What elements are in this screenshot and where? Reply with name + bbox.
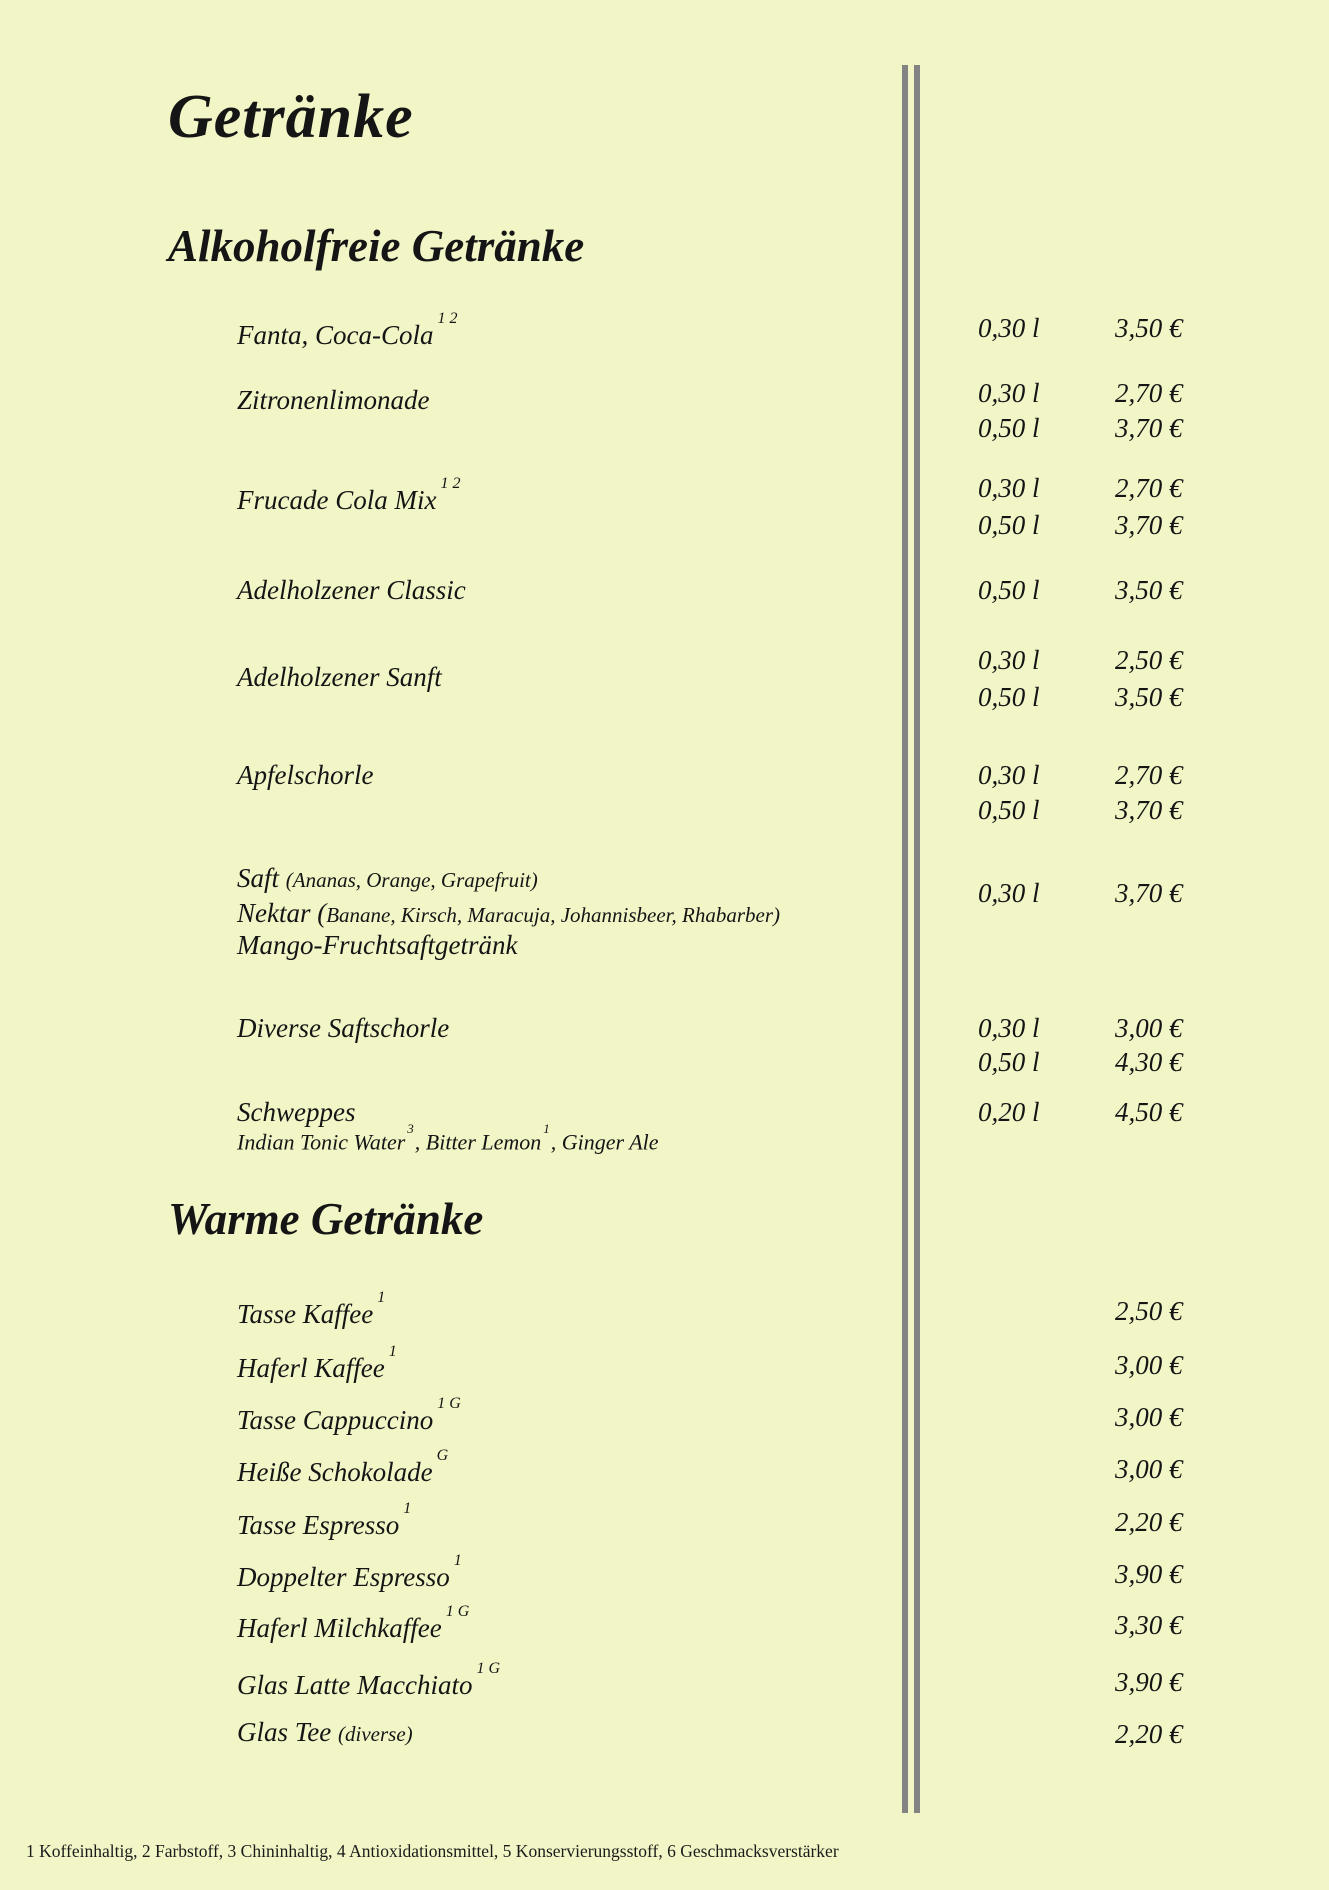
price-cell: 2,70 € [1115, 378, 1183, 408]
price-cell: 3,90 € [1115, 1667, 1183, 1697]
size-cell: 0,50 l [978, 1047, 1040, 1077]
vertical-divider [902, 65, 920, 1813]
size-cell: 0,30 l [978, 313, 1040, 343]
item-name: Heiße Schokolade [237, 1457, 433, 1487]
variant-name: Indian Tonic Water [237, 1129, 406, 1155]
item-variants: (diverse) [338, 1722, 413, 1746]
variant-name: , Bitter Lemon [414, 1129, 542, 1155]
item-name: Adelholzener Classic [237, 575, 466, 605]
menu-item-tasse-cappuccino [237, 1395, 461, 1437]
item-variants: (Ananas, Orange, Grapefruit) [285, 868, 538, 892]
item-name: Nektar ( [237, 898, 327, 928]
price-cell: 3,50 € [1115, 575, 1183, 605]
size-cell: 0,50 l [978, 575, 1040, 605]
divider-line-right [914, 65, 920, 1813]
price-cell: 3,00 € [1115, 1454, 1183, 1484]
item-footnote-marker: 1 [543, 1121, 550, 1136]
page-title: Getränke [168, 83, 414, 151]
section-heading-warme: Warme Getränke [168, 1194, 484, 1244]
size-cell: 0,30 l [978, 473, 1040, 503]
menu-item-frucade [237, 475, 461, 517]
menu-item-heisse-schokolade [237, 1447, 449, 1489]
price-cell: 2,50 € [1115, 1296, 1183, 1326]
size-cell: 0,30 l [978, 760, 1040, 790]
menu-item-saft [237, 861, 538, 897]
size-cell: 0,20 l [978, 1097, 1040, 1127]
section-heading-alkoholfreie: Alkoholfreie Getränke [168, 221, 585, 271]
menu-item-tasse-espresso [237, 1500, 412, 1542]
price-cell: 3,70 € [1115, 878, 1183, 908]
menu-item-nektar [237, 896, 780, 932]
size-cell: 0,30 l [978, 378, 1040, 408]
item-footnote-marker: 1 G [476, 1660, 501, 1677]
item-name: Mango-Fruchtsaftgetränk [237, 930, 518, 960]
size-cell: 0,30 l [978, 878, 1040, 908]
price-cell: 4,50 € [1115, 1097, 1183, 1127]
menu-item-tasse-kaffee [237, 1289, 386, 1331]
item-variants: Banane, Kirsch, Maracuja, Johannisbeer, Rhabarber) [326, 903, 781, 927]
size-cell: 0,50 l [978, 795, 1040, 825]
item-name: Doppelter Espresso [237, 1562, 450, 1592]
item-footnote-marker: 1 2 [437, 310, 458, 327]
item-name: Saft [237, 863, 286, 893]
item-name: Tasse Cappuccino [237, 1405, 434, 1435]
item-name: Glas Tee [237, 1717, 339, 1747]
item-name: Schweppes [237, 1097, 356, 1127]
item-name: Frucade Cola Mix [237, 485, 437, 515]
price-cell: 3,70 € [1115, 413, 1183, 443]
menu-item-fanta [237, 310, 458, 352]
item-footnote-marker: 1 G [445, 1603, 470, 1620]
menu-item-haferl-kaffee [237, 1343, 397, 1385]
price-cell: 2,20 € [1115, 1719, 1183, 1749]
price-cell: 3,90 € [1115, 1559, 1183, 1589]
price-cell: 2,70 € [1115, 473, 1183, 503]
item-name: Tasse Espresso [237, 1510, 400, 1540]
item-name: Adelholzener Sanft [237, 662, 442, 692]
item-footnote-marker: G [436, 1447, 449, 1464]
menu-item-schweppes-varieties [237, 1123, 659, 1155]
item-name: Diverse Saftschorle [237, 1013, 450, 1043]
menu-item-adelholzener-classic [237, 573, 466, 607]
item-name: Haferl Kaffee [237, 1353, 385, 1383]
price-cell: 3,70 € [1115, 510, 1183, 540]
variant-name: , Ginger Ale [550, 1129, 659, 1155]
size-cell: 0,50 l [978, 682, 1040, 712]
size-cell: 0,50 l [978, 413, 1040, 443]
size-cell: 0,50 l [978, 510, 1040, 540]
item-name: Fanta, Coca-Cola [237, 320, 434, 350]
price-cell: 2,20 € [1115, 1507, 1183, 1537]
menu-item-adelholzener-sanft [237, 660, 442, 694]
menu-item-mango-fruchtsaftgetraenk [237, 928, 517, 962]
price-cell: 4,30 € [1115, 1047, 1183, 1077]
price-cell: 3,50 € [1115, 313, 1183, 343]
price-cell: 2,70 € [1115, 760, 1183, 790]
price-cell: 3,00 € [1115, 1013, 1183, 1043]
item-footnote-marker: 3 [407, 1121, 414, 1136]
item-footnote-marker: 1 [453, 1552, 462, 1569]
price-cell: 3,00 € [1115, 1350, 1183, 1380]
menu-item-zitronenlimonade [237, 383, 430, 417]
item-footnote-marker: 1 [403, 1500, 412, 1517]
menu-item-apfelschorle [237, 758, 373, 792]
price-cell: 3,50 € [1115, 682, 1183, 712]
price-cell: 3,00 € [1115, 1402, 1183, 1432]
item-name: Tasse Kaffee [237, 1299, 374, 1329]
size-cell: 0,30 l [978, 645, 1040, 675]
size-cell: 0,30 l [978, 1013, 1040, 1043]
price-cell: 2,50 € [1115, 645, 1183, 675]
menu-item-diverse-saftschorle [237, 1011, 449, 1045]
menu-item-glas-latte-macchiato [237, 1660, 501, 1702]
price-cell: 3,30 € [1115, 1610, 1183, 1640]
item-footnote-marker: 1 [388, 1343, 397, 1360]
footnotes-legend: 1 Koffeinhaltig, 2 Farbstoff, 3 Chininhaltig, 4 Antioxidationsmittel, 5 Konservierungsstoff, 6 Geschmacksverstärker [26, 1841, 839, 1861]
item-footnote-marker: 1 2 [440, 475, 461, 492]
item-footnote-marker: 1 G [437, 1395, 461, 1412]
item-name: Apfelschorle [237, 760, 374, 790]
item-name: Zitronenlimonade [237, 385, 430, 415]
price-cell: 3,70 € [1115, 795, 1183, 825]
item-name: Glas Latte Macchiato [237, 1670, 473, 1700]
menu-item-haferl-milchkaffee [237, 1603, 470, 1645]
item-footnote-marker: 1 [377, 1289, 386, 1306]
menu-item-doppelter-espresso [237, 1552, 462, 1594]
item-name: Haferl Milchkaffee [237, 1613, 442, 1643]
menu-item-glas-tee [237, 1715, 413, 1751]
